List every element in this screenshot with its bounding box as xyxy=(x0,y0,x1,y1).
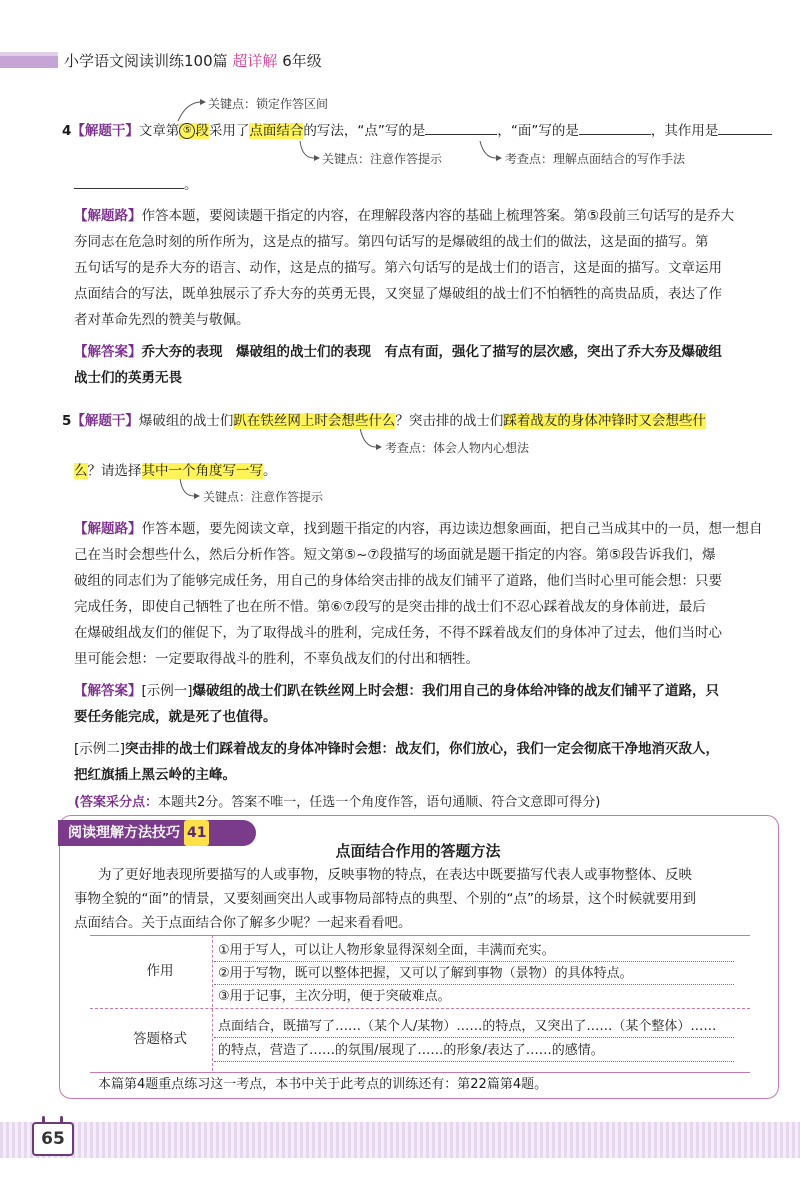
q4-circled-number: ⑤ xyxy=(179,123,195,139)
q4-analysis-line xyxy=(74,203,734,229)
q4-text: 文章第 xyxy=(138,123,180,139)
q5-example-tag: [示例一] xyxy=(141,683,193,699)
q5-highlight: 其中一个角度写一写 xyxy=(141,463,263,479)
method-title: 点面结合作用的答题方法 xyxy=(335,842,501,860)
q5-example-text: 突击排的战士们踩着战友的身体冲锋时会想：战友们，你们放心，我们一定会彻底干净地消灭敌人， xyxy=(125,741,720,757)
q4-text: ，“面”写的是 xyxy=(497,123,579,139)
method-intro-line: 为了更好地表现所要描写的人或事物，反映事物的特点，在表达中既要描写代表人或事物整体、反映 xyxy=(98,867,692,883)
q5-note2: 关键点：注意作答提示 xyxy=(203,490,324,504)
q4-answer-tag: 【解答案】 xyxy=(74,344,142,360)
q4-answer-line: 战士们的英勇无畏 xyxy=(74,370,182,386)
q4-highlight: 点面结合 xyxy=(249,123,304,139)
q5-answer-line: 要任务能完成，就是死了也值得。 xyxy=(74,709,277,725)
q4-note-mid2: 考查点：理解点面结合的写作手法 xyxy=(505,152,686,166)
method-table-vertical xyxy=(212,935,213,1071)
q4-tag: 【解题干】 xyxy=(71,123,139,139)
q4-analysis-text: 作答本题，要阅读题干指定的内容，在理解段落内容的基础上梳理答案。第⑤段前三句话写的是乔大 xyxy=(141,208,735,224)
table-cell-line: ②用于写物，既可以整体把握，又可以了解到事物（景物）的具体特点。 xyxy=(218,966,633,981)
q5-score-tag: (答案采分点： xyxy=(74,795,158,810)
book-title-accent: 超详解 xyxy=(232,52,278,70)
q5-analysis-line: 里可能会想：一定要取得战斗的胜利，不辜负战友们的付出和牺牲。 xyxy=(74,651,479,667)
q4-blank-1[interactable] xyxy=(425,122,497,135)
book-title-grade: 6年级 xyxy=(282,52,322,70)
q4-text: 。 xyxy=(184,177,198,193)
method-intro-line: 事物全貌的“面”的情景，又要刻画突出人或事物局部特点的典型、个别的“点”的场景，这个时候就要用到 xyxy=(74,891,696,907)
q5-tag: 【解题干】 xyxy=(71,413,139,429)
q5-analysis-text: 作答本题，要先阅读文章，找到题干指定的内容，再边读边想象画面，把自己当成其中的一员，想一想自 xyxy=(141,521,763,537)
q5-text: ？突击排的战士们 xyxy=(395,413,504,429)
q4-note-mid1: 关键点：注意作答提示 xyxy=(322,152,443,166)
q4-blank-3[interactable] xyxy=(718,122,772,135)
q4-note-top: 关键点：锁定作答区间 xyxy=(208,97,329,111)
q4-stem-cont xyxy=(74,172,198,198)
q4-text: ，其作用是 xyxy=(650,123,719,139)
q4-answer-text: 乔大夯的表现 爆破组的战士们的表现 有点有面，强化了描写的层次感，突出了乔大夯及爆破组 xyxy=(141,344,722,360)
q5-highlight: 踩着战友的身体冲锋时又会想些什 xyxy=(503,413,706,429)
q4-stem xyxy=(62,118,772,144)
q5-answer-line: 把红旗插上黑云岭的主峰。 xyxy=(74,767,236,783)
q5-stem-cont xyxy=(74,458,277,484)
q4-blank-2[interactable] xyxy=(579,122,651,135)
method-intro-line: 点面结合。关于点面结合你了解多少呢？一起来看看吧。 xyxy=(74,915,412,931)
q4-blank-3-cont[interactable] xyxy=(74,176,184,189)
q5-example-text: 爆破组的战士们趴在铁丝网上时会想：我们用自己的身体给冲锋的战友们铺平了道路，只 xyxy=(192,683,720,699)
q4-analysis-line: 夯同志在危急时刻的所作所为，这是点的描写。第四句话写的是爆破组的战士们的做法，这是面的描写。第 xyxy=(74,234,709,250)
method-tag-text: 阅读理解方法技巧 xyxy=(68,825,180,841)
method-tag-number: 41 xyxy=(184,820,209,846)
q5-answer-tag: 【解答案】 xyxy=(74,683,142,699)
table-cell-line: ①用于写人，可以让人物形象显得深刻全面，丰满而充实。 xyxy=(218,943,555,958)
q5-text: 。 xyxy=(263,463,277,479)
q5-highlight: 趴在铁丝网上时会想些什么 xyxy=(233,413,396,429)
q5-example-tag: [示例二] xyxy=(74,741,126,757)
q5-analysis-line: 在爆破组战友们的催促下，为了取得战斗的胜利，完成任务，不得不踩着战友们的身体冲了过去，他们当时心 xyxy=(74,625,722,641)
q5-text: 爆破组的战士们 xyxy=(138,413,234,429)
q5-analysis-line xyxy=(74,516,763,542)
table-row-label-format: 答题格式 xyxy=(133,1031,187,1047)
q5-analysis-line: 破组的同志们为了能够完成任务，用自己的身体给突击排的战友们铺平了道路，他们当时心里可能会想：只要 xyxy=(74,573,722,589)
table-row-label-function: 作用 xyxy=(146,963,174,979)
q4-analysis-tag: 【解题路】 xyxy=(74,208,142,224)
q5-score-line xyxy=(74,790,600,816)
q5-analysis-tag: 【解题路】 xyxy=(74,521,142,537)
q4-text: 段 xyxy=(195,123,209,139)
q4-answer-line xyxy=(74,339,722,365)
method-footer: 本篇第4题重点练习这一考点，本书中关于此考点的训练还有：第22篇第4题。 xyxy=(98,1077,548,1092)
q5-analysis-line: 己在当时会想些什么，然后分析作答。短文第⑤~⑦段描写的场面就是题干指定的内容。第⑤段告诉我们，爆 xyxy=(74,547,716,563)
q5-answer-line xyxy=(74,736,719,762)
q4-analysis-line: 五句话写的是乔大夯的语言、动作，这是点的描写。第六句话写的是战士们的语言，这是面的描写。文章运用 xyxy=(74,260,722,276)
page-number: 65 xyxy=(32,1122,74,1156)
q5-score-text: 本题共2分。答案不唯一，任选一个角度作答，语句通顺、符合文意即可得分) xyxy=(157,795,601,810)
q4-analysis-line: 点面结合的写法，既单独展示了乔大夯的英勇无畏，又突显了爆破组的战士们不怕牺牲的高贵品质，表达了作 xyxy=(74,286,722,302)
q5-number: 5 xyxy=(62,413,72,429)
table-cell-line: ③用于记事，主次分明，便于突破难点。 xyxy=(218,989,451,1004)
footer-strip xyxy=(0,1122,800,1158)
q5-analysis-line: 完成任务，即使自己牺牲了也在所不惜。第⑥⑦段写的是突击排的战士们不忍心踩着战友的身体前进，最后 xyxy=(74,599,706,615)
q5-text: ？请选择 xyxy=(87,463,142,479)
q5-note1: 考查点：体会人物内心想法 xyxy=(385,441,530,455)
table-cell-line: 点面结合，既描写了……（某个人/某物）……的特点，又突出了……（某个整体）…… xyxy=(218,1019,717,1034)
q5-highlight: 么 xyxy=(74,463,88,479)
q4-text: 采用了 xyxy=(208,123,250,139)
q5-answer-line xyxy=(74,678,719,704)
q4-analysis-line: 者对革命先烈的赞美与敬佩。 xyxy=(74,312,250,328)
q4-number: 4 xyxy=(62,123,72,139)
table-cell-line: 的特点，营造了……的氛围/展现了……的形象/表达了……的感情。 xyxy=(218,1043,604,1058)
q5-stem xyxy=(62,408,706,434)
q4-text: 的写法，“点”写的是 xyxy=(303,123,426,139)
book-title-main: 小学语文阅读训练100篇 xyxy=(64,52,228,70)
